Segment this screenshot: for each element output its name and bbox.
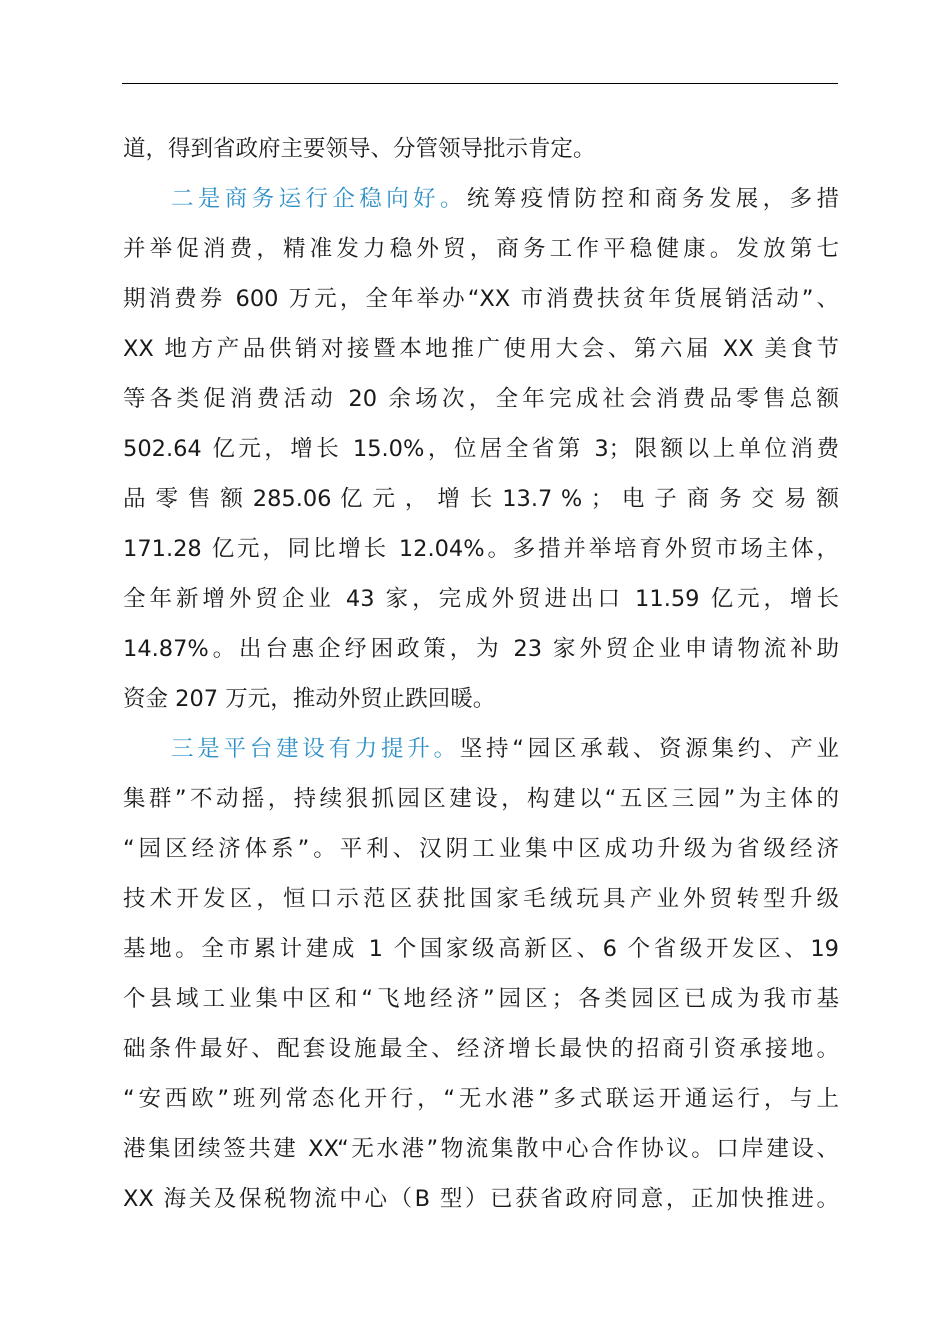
section-heading-platform: 三是平台建设有力提升。 (171, 736, 460, 762)
text-segment: 统筹疫情防控和商务发展，多措 (466, 186, 839, 212)
text-line: 技术开发区，恒口示范区获批国家毛绒玩具产业外贸转型升级 (123, 886, 839, 912)
text-line: 集群”不动摇，持续狠抓园区建设，构建以“五区三园”为主体的 (123, 786, 839, 812)
text-line: 资金 207 万元，推动外贸止跌回暖。 (123, 686, 496, 712)
section-heading-commerce: 二是商务运行企稳向好。 (171, 186, 467, 212)
text-line: 基地。全市累计建成 1 个国家级高新区、6 个省级开发区、19 (123, 936, 839, 962)
paragraph-commerce-first-line (123, 174, 839, 224)
text-line: 14.87%。出台惠企纾困政策，为 23 家外贸企业申请物流补助 (123, 636, 839, 662)
text-line: 并举促消费，精准发力稳外贸，商务工作平稳健康。发放第七 (123, 236, 839, 262)
text-line: 港集团续签共建 XX“无水港”物流集散中心合作协议。口岸建设、 (123, 1136, 839, 1162)
text-segment: 坚持“园区承载、资源集约、产业 (459, 736, 839, 762)
text-line: 502.64 亿元，增长 15.0%，位居全省第 3；限额以上单位消费 (123, 436, 839, 462)
text-line: “园区经济体系”。平利、汉阴工业集中区成功升级为省级经济 (123, 836, 839, 862)
text-line: 品 零 售 额 285.06 亿 元 ， 增 长 13.7 % ； 电 子 商 务 交 易 额 (123, 486, 839, 512)
text-line: 道，得到省政府主要领导、分管领导批示肯定。 (123, 136, 596, 162)
document-body (123, 124, 839, 1224)
text-line: XX 地方产品供销对接暨本地推广使用大会、第六届 XX 美食节 (123, 336, 839, 362)
text-line: 171.28 亿元，同比增长 12.04%。多措并举培育外贸市场主体， (123, 536, 839, 562)
text-line: 础条件最好、配套设施最全、经济增长最快的招商引资承接地。 (123, 1036, 839, 1062)
text-line: “安西欧”班列常态化开行，“无水港”多式联运开通运行，与上 (123, 1086, 839, 1112)
text-line: 个县域工业集中区和“飞地经济”园区；各类园区已成为我市基 (123, 986, 839, 1012)
text-line: XX 海关及保税物流中心（B 型）已获省政府同意，正加快推进。 (123, 1186, 839, 1212)
text-line: 全年新增外贸企业 43 家，完成外贸进出口 11.59 亿元，增长 (123, 586, 839, 612)
header-rule (122, 83, 838, 84)
text-line: 期消费券 600 万元，全年举办“XX 市消费扶贫年货展销活动”、 (123, 286, 839, 312)
paragraph-platform-first-line (123, 724, 839, 774)
text-line: 等各类促消费活动 20 余场次，全年完成社会消费品零售总额 (123, 386, 839, 412)
